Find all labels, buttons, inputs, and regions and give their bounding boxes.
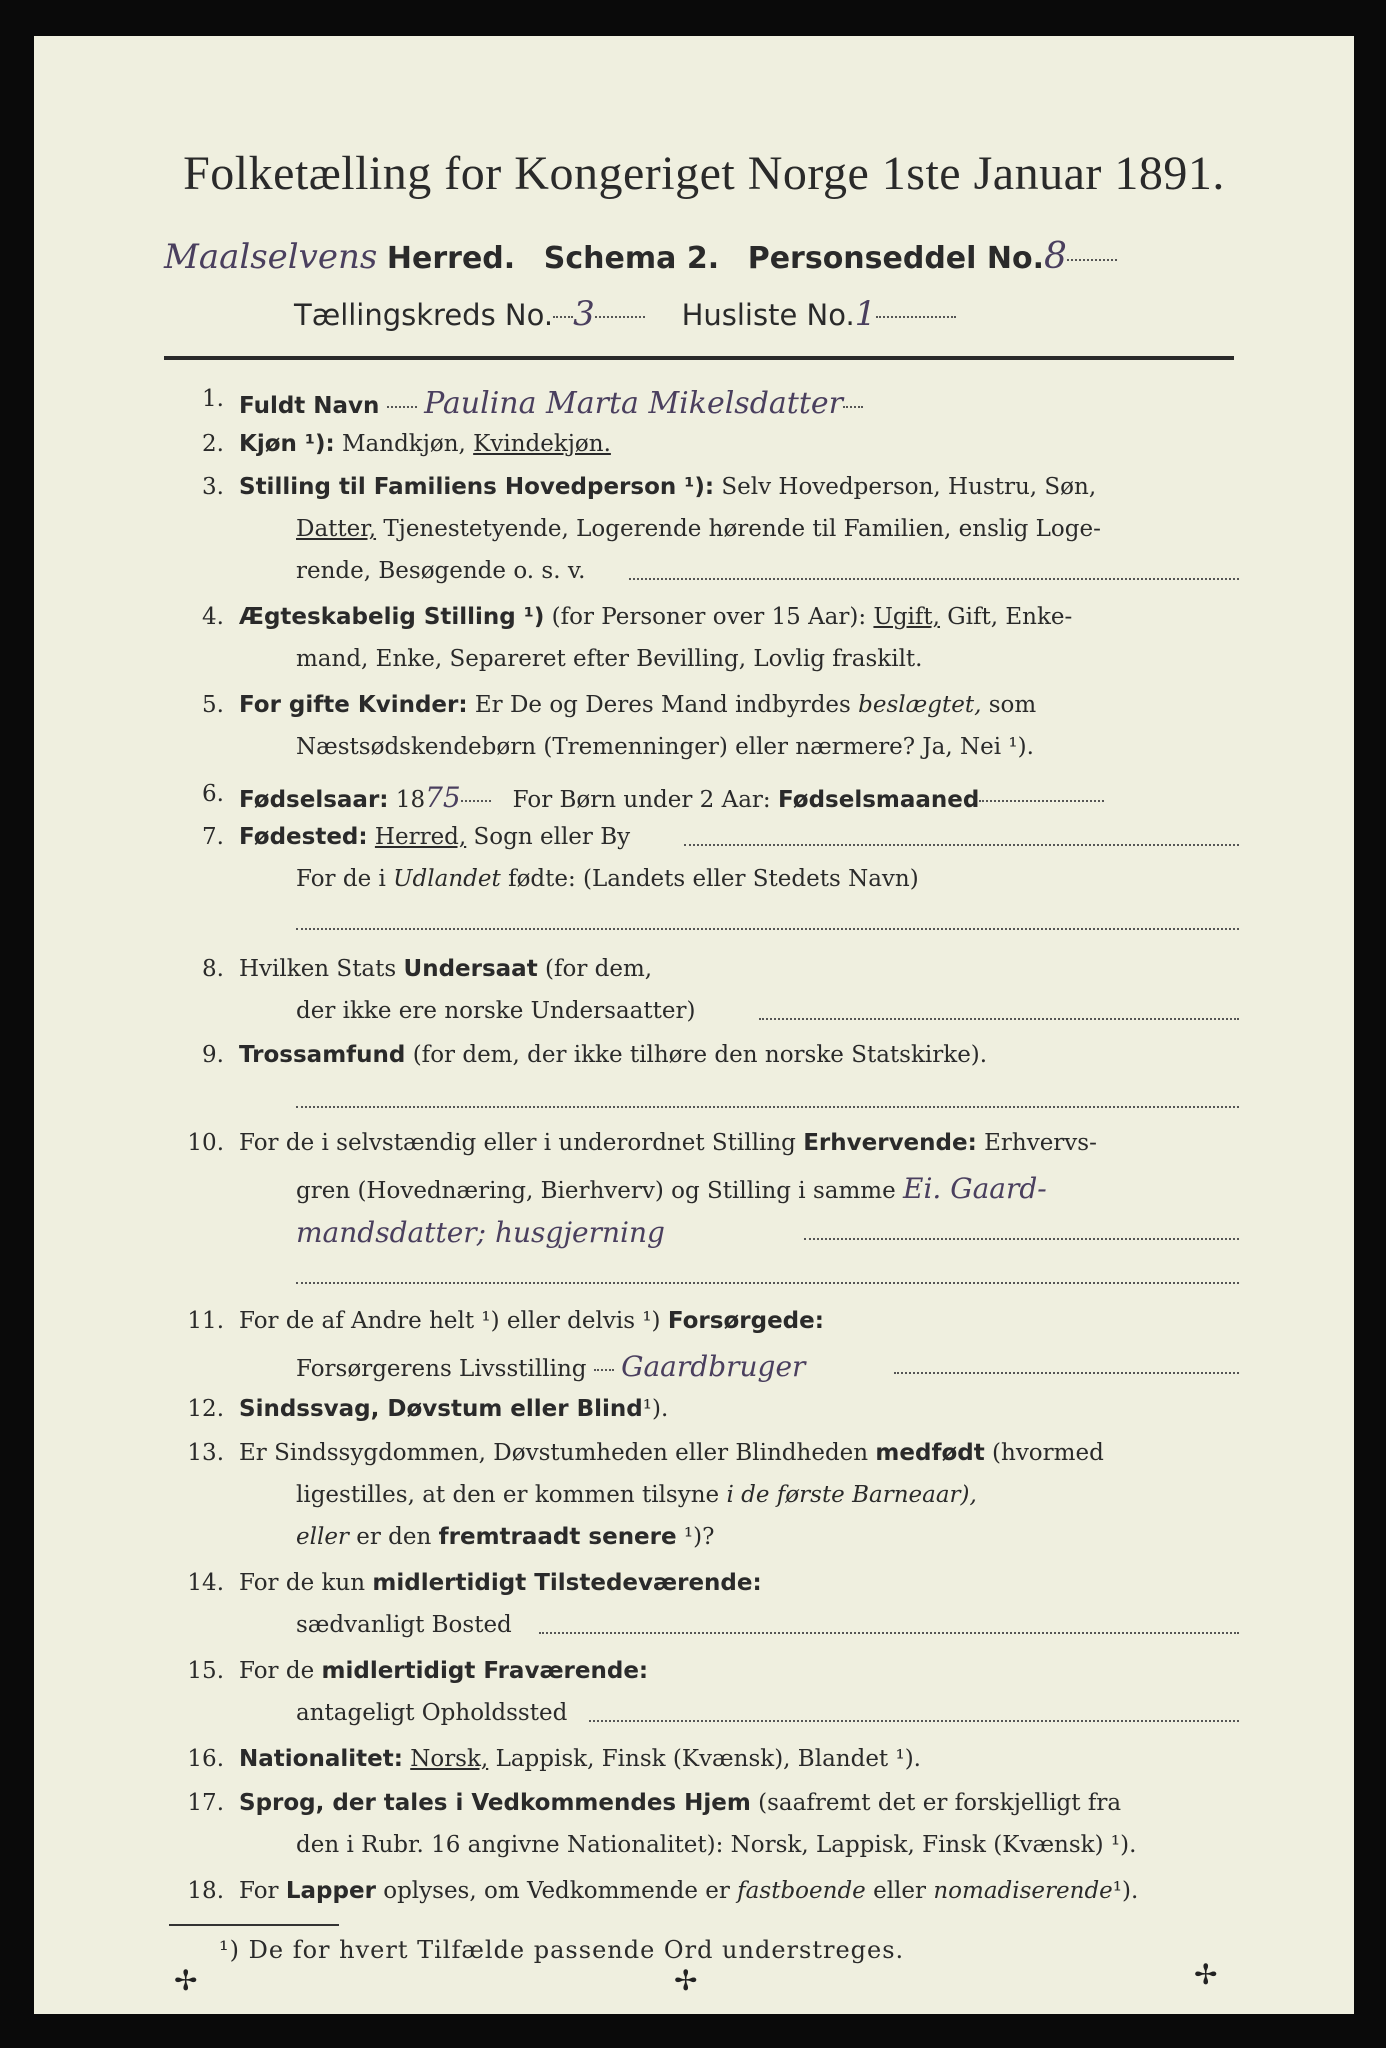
selected-option: Norsk, [410,1746,489,1772]
birth-year-value: 75 [425,781,461,814]
item-5: 5. For gifte Kvinder: Er De og Deres Mand indbyrdes beslægtet, som [34,692,1354,730]
field-label: Trossamfund [239,1042,406,1068]
footnote-rule [169,1924,339,1926]
selected-option: Ugift, [873,604,940,630]
field-label: midlertidigt Tilstedeværende: [372,1570,762,1596]
item-number: 16. [187,1746,224,1772]
selected-option: Kvindekjøn. [473,431,611,457]
item-18: 18. For Lapper oplyses, om Vedkommende er fastboende eller nomadiserende¹). [34,1878,1354,1916]
husliste-label: Husliste No. [681,298,855,332]
item-number: 10. [187,1130,224,1156]
item-15: 15. For de midlertidigt Fraværende: [34,1658,1354,1696]
personseddel-label: Personseddel No. [747,241,1044,276]
selected-option: Herred, [374,824,467,850]
field-label: medfødt [875,1440,985,1466]
field-label: Ægteskabelig Stilling ¹) [239,604,545,630]
option-text: Er De og Deres Mand indbyrdes [474,692,851,718]
option-text: (for Personer over 15 Aar): [551,604,867,630]
item-number: 14. [187,1570,224,1596]
item-number: 8. [202,956,224,982]
field-label: fremtraadt senere [438,1524,677,1550]
field-label: Nationalitet: [239,1746,403,1772]
field-label: Fuldt Navn [239,393,380,419]
item-number: 4. [202,604,224,630]
item-4 [34,604,1354,642]
item-16: 16. Nationalitet: Norsk, Lappisk, Finsk (Kvænsk), Blandet ¹). [34,1746,1354,1784]
occupation-value-cont: mandsdatter; husgjerning [296,1216,665,1249]
option-text: mand, Enke, Separeret efter Bevilling, Lovlig fraskilt. [296,646,923,672]
item-number: 12. [187,1396,224,1422]
item-number: 7. [202,824,224,850]
item-10: 10. For de i selvstændig eller i underordnet Stilling Erhvervende: Erhvervs- [34,1130,1354,1168]
kreds-label: Tællingskreds No. [294,298,554,332]
option-text: Selv Hovedperson, Hustru, Søn, [721,474,1097,500]
field-label: Forsørgede: [667,1308,824,1334]
field-label: Sindssvag, Døvstum eller Blind [239,1396,643,1422]
item-number: 17. [187,1790,224,1816]
schema-label: Schema 2. [543,241,720,276]
option-text: Gift, Enke- [947,604,1073,630]
form-title: Folketælling for Kongeriget Norge 1ste Januar 1891. [183,147,1225,200]
item-8: 8. Hvilken Stats Undersaat (for dem, [34,956,1354,994]
item-number: 18. [187,1878,224,1904]
item-number: 11. [187,1308,224,1334]
item-number: 5. [202,692,224,718]
item-number: 9. [202,1042,224,1068]
option-text: rende, Besøgende o. s. v. [296,558,586,584]
option-text: Tjenestetyende, Logerende hørende til Familien, enslig Loge- [383,516,1101,542]
occupation-value: Ei. Gaard- [903,1172,1047,1205]
item-9: 9. Trossamfund (for dem, der ikke tilhøre den norske Statskirke). [34,1042,1354,1080]
item-11: 11. For de af Andre helt ¹) eller delvis ¹) Forsørgede: [34,1308,1354,1346]
header-rule [164,356,1234,360]
item-2 [34,431,1354,469]
item-13: 13. Er Sindssygdommen, Døvstumheden eller Blindheden medfødt (hvormed [34,1440,1354,1478]
husliste-value: 1 [854,294,877,334]
registration-mark-icon: ✢ [674,1964,698,1997]
census-form: Folketælling for Kongeriget Norge 1ste Januar 1891. Maalselvens Herred. Schema 2. Personseddel No.8 Tællingskreds No. 3 Husliste No.1 1. Fuldt Navn Paulina Marta Mikelsdatter 2. Kjøn ¹): Mandkjøn, Kvindekjøn. 3. Stilling til Familiens Hovedperson ¹): Selv Hovedperson, Hustru, Søn, Datter, Tjenestetyende, Logerende hørende til Familien, enslig Loge- rende, Besøgende o. s. v. 4. Ægteskabelig Stilling ¹) (for Personer over 15 Aar): Ugift, Gift, Enke- mand, Enke, Separeret efter Bevilling, Lovlig fraskilt. 5. For gifte Kvinder: Er De og Deres Mand indbyrdes beslægtet, som Næstsødskendebørn (Tremenninger) eller nærmere? Ja, Nei ¹). 6. Fødselsaar: 1875 For Børn under 2 Aar: Fødselsmaaned 7. Fødested: Herred, Sogn eller By For de i Udlandet fødte: (Landets eller Stedets Navn) 8. Hvilken Stats Undersaat (for dem, der ikke ere norske Undersaatter) 9. Trossamfund (for dem, der ikke tilhøre den norske Statskirke). 10. For de i selvstændig eller i underordnet Stilling Erhvervende: Erhvervs- gren (Hovednæring, Bierhverv) og Stilling i samme Ei. Gaard- mandsdatter; husgjerning 11. For de af Andre helt ¹) eller delvis ¹) Forsørgede: Forsørgerens Livsstilling Gaardbruger 12. Sindssvag, Døvstum eller Blind¹). 13. Er Sindssygdommen, Døvstumheden eller Blindheden medfødt (hvormed ligestilles, at den er kommen tilsyne i de første Barneaar), eller er den fremtraadt senere ¹)? 14. For de kun midlertidigt Tilstedeværende: sædvanligt Bosted 15. For de midlertidigt Fraværende: antageligt Opholdssted 16. Nationalitet: Norsk, Lappisk, Finsk (Kvænsk), Blandet ¹). 17. Sprog, der tales i Vedkommendes Hjem (saafremt det er forskjelligt fra den i Rubr. 16 angivne Nationalitet): Norsk, Lappisk, Finsk (Kvænsk) ¹). 18. For Lapper oplyses, om Vedkommende er fastboende eller nomadiserende¹). ¹) De for hvert Tilfælde passende Ord understreges. ✢ ✢ ✢ [34,36,1354,2014]
field-label: Lapper [285,1878,376,1904]
full-name-value: Paulina Marta Mikelsdatter [424,386,843,421]
field-label: Fødselsmaaned [777,787,980,813]
personseddel-value: 8 [1044,236,1067,277]
kreds-line [294,294,956,334]
kreds-value: 3 [573,294,595,334]
option-text: Næstsødskendebørn (Tremenninger) eller nærmere? Ja, Nei ¹). [296,734,1034,760]
item-6: 6. Fødselsaar: 1875 For Børn under 2 Aar: Fødselsmaaned [34,781,1354,819]
registration-mark-icon: ✢ [174,1964,198,1997]
item-17: 17. Sprog, der tales i Vedkommendes Hjem (saafremt det er forskjelligt fra [34,1790,1354,1828]
field-label: For gifte Kvinder: [239,692,468,718]
item-14: 14. For de kun midlertidigt Tilstedeværende: [34,1570,1354,1608]
field-label: midlertidigt Fraværende: [321,1658,649,1684]
item-number: 1. [202,386,224,412]
option-text: Mandkjøn, [342,431,466,457]
provider-occupation-value: Gaardbruger [621,1350,806,1383]
herred-value: Maalselvens [164,237,378,277]
field-label: Fødested: [239,824,368,850]
item-7 [34,824,1354,862]
item-number: 13. [187,1440,224,1466]
item-number: 3. [202,474,224,500]
item-3 [34,474,1354,512]
field-label: Stilling til Familiens Hovedperson ¹): [239,474,715,500]
item-12: 12. Sindssvag, Døvstum eller Blind¹). [34,1396,1354,1434]
option-text: Sogn eller By [473,824,631,850]
field-label: Sprog, der tales i Vedkommendes Hjem [239,1790,751,1816]
item-number: 15. [187,1658,224,1684]
herred-label: Herred. [386,241,516,276]
registration-mark-icon: ✢ [1194,1958,1218,1991]
selected-option: Datter, [296,516,377,542]
item-1 [34,386,1354,424]
field-label: Erhvervende: [803,1130,977,1156]
field-label: Fødselsaar: [239,787,389,813]
field-label: Undersaat [403,956,538,982]
item-number: 2. [202,431,224,457]
item-number: 6. [202,781,224,807]
footnote: ¹) De for hvert Tilfælde passende Ord understreges. [219,1936,905,1964]
field-label: Kjøn ¹): [239,431,335,457]
